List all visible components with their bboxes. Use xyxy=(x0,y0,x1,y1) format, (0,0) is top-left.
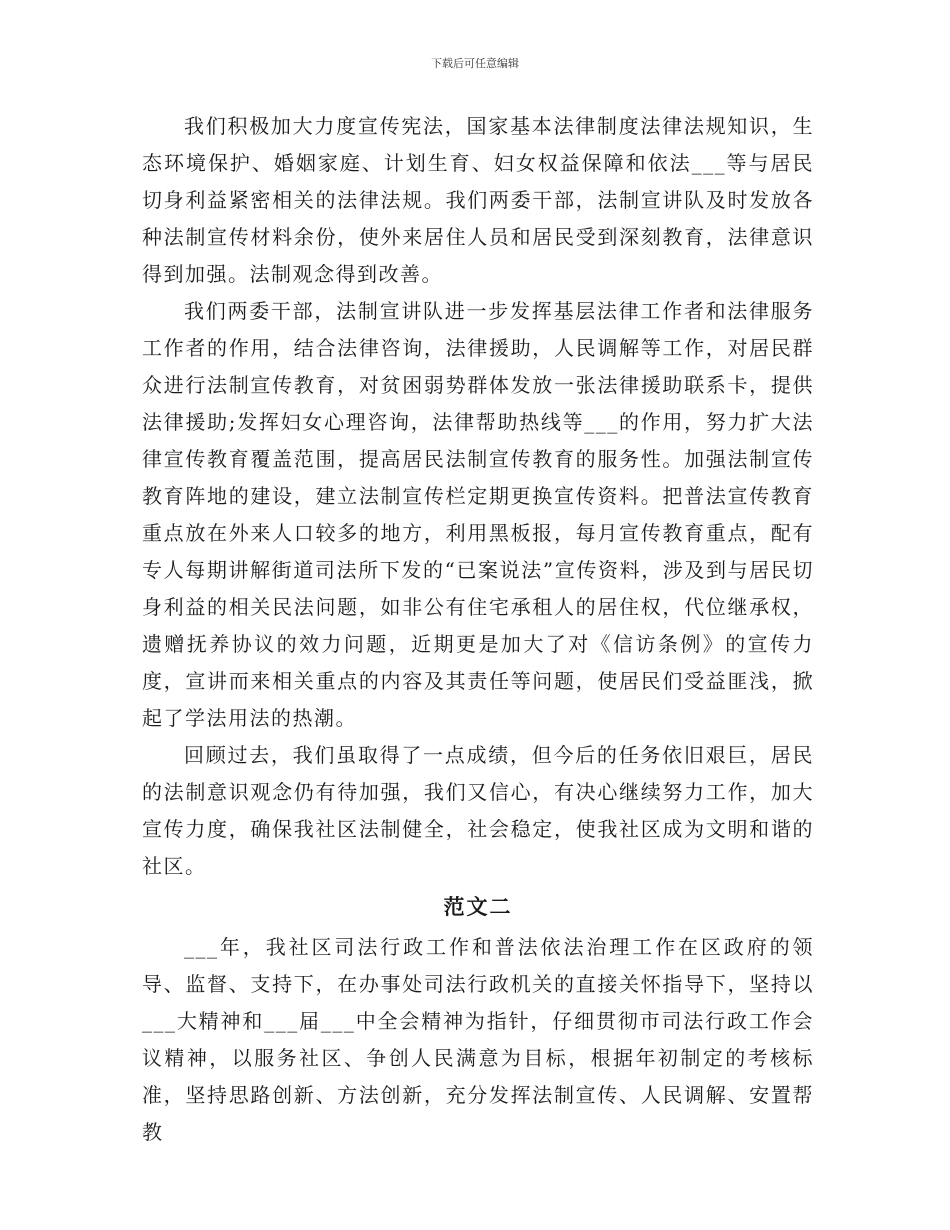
body-paragraph: 我们积极加大力度宣传宪法，国家基本法律制度法律法规知识，生态环境保护、婚姻家庭、计划生育、妇女权益保障和依法___等与居民切身利益紧密相关的法律法规。我们两委干部，法制宣讲队及时发放各种法制宣传材料余份，使外来居住人员和居民受到深刻教育，法律意识得到加强。法制观念得到改善。 xyxy=(142,114,814,286)
body-paragraph: ___年，我社区司法行政工作和普法依法治理工作在区政府的领导、监督、支持下，在办事处司法行政机关的直接关怀指导下，坚持以___大精神和___届___中全会精神为指针，仔细贯彻市司法行政工作会议精神，以服务社区、争创人民满意为目标，根据年初制定的考核标准，坚持思路创新、方法创新，充分发挥法制宣传、人民调解、安置帮教 xyxy=(142,935,814,1144)
body-paragraph: 回顾过去，我们虽取得了一点成绩，但今后的任务依旧艰巨，居民的法制意识观念仍有待加强，我们又信心，有决心继续努力工作，加大宣传力度，确保我社区法制健全，社会稳定，使我社区成为文明和谐的社区。 xyxy=(142,743,814,878)
section-title: 范文二 xyxy=(443,894,513,919)
document-body xyxy=(142,108,814,1151)
body-paragraph: 我们两委干部，法制宣讲队进一步发挥基层法律工作者和法律服务工作者的作用，结合法律咨询，法律援助，人民调解等工作，对居民群众进行法制宣传教育，对贫困弱势群体发放一张法律援助联系卡，提供法律援助;发挥妇女心理咨询，法律帮助热线等___的作用，努力扩大法律宣传教育覆盖范围，提高居民法制宣传教育的服务性。加强法制宣传教育阵地的建设，建立法制宣传栏定期更换宣传资料。把普法宣传教育重点放在外来人口较多的地方，利用黑板报，每月宣传教育重点，配有专人每期讲解街道司法所下发的“已案说法”宣传资料，涉及到与居民切身利益的相关民法问题，如非公有住宅承租人的居住权，代位继承权，遗赠抚养协议的效力问题，近期更是加大了对《信访条例》的宣传力度，宣讲而来相关重点的内容及其责任等问题，使居民们受益匪浅，掀起了学法用法的热潮。 xyxy=(142,299,814,730)
page-header-note: 下载后可任意编辑 xyxy=(431,57,519,70)
